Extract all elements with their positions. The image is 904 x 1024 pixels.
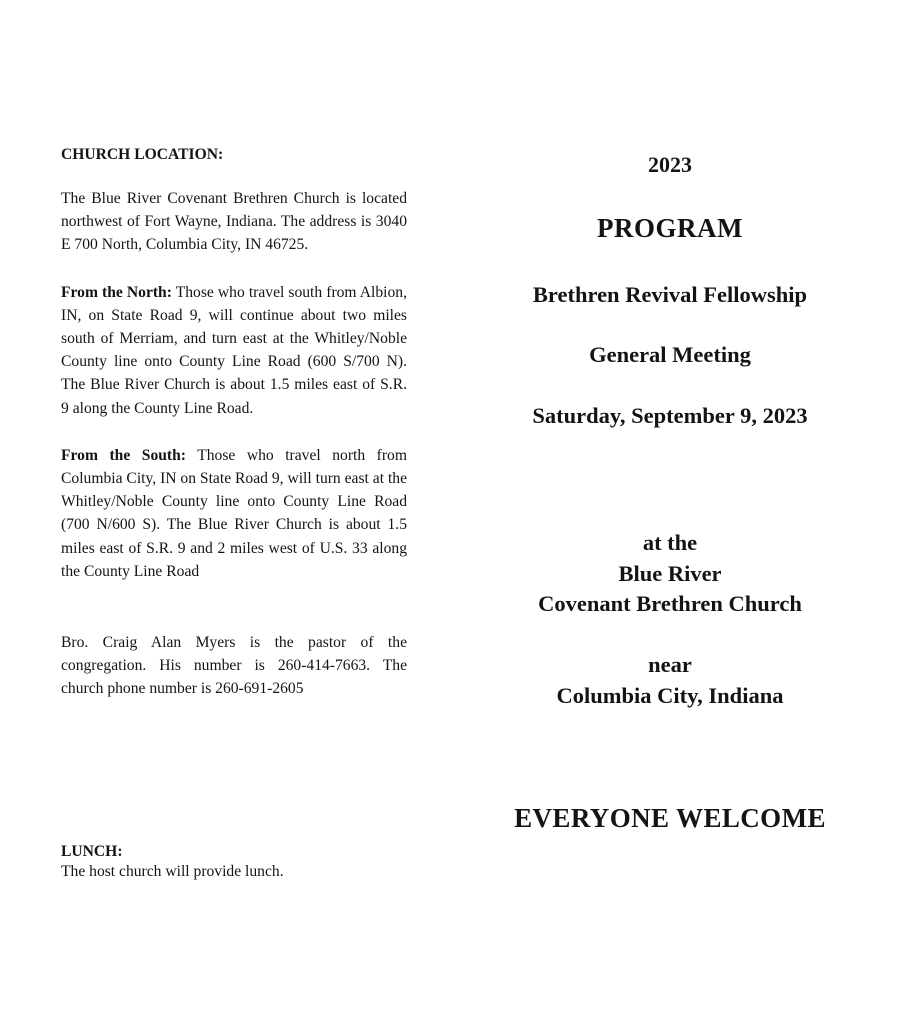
venue-block [450, 528, 890, 620]
organization-name: Brethren Revival Fellowship [532, 282, 808, 307]
location-line: Columbia City, Indiana [556, 682, 784, 708]
church-location-heading: CHURCH LOCATION: [61, 146, 224, 163]
lunch-text: The host church will provide lunch. [61, 863, 284, 880]
directions-column [61, 145, 407, 701]
directions-from-south [61, 444, 407, 583]
church-address-paragraph: The Blue River Covenant Brethren Church is located northwest of Fort Wayne, Indiana. The address is 3040 E 700 North, Columbia City, IN 46725. [61, 190, 407, 254]
lunch-heading: LUNCH: [61, 843, 123, 860]
venue-line: Covenant Brethren Church [538, 591, 802, 616]
location-line: near [648, 652, 692, 677]
meeting-name: General Meeting [589, 342, 751, 367]
welcome-banner: EVERYONE WELCOME [514, 803, 826, 833]
pastor-info-paragraph: Bro. Craig Alan Myers is the pastor of the congregation. His number is 260-414-7663. The church phone number is 260-691-2605 [61, 634, 407, 698]
from-north-label: From the North: [61, 283, 172, 301]
directions-from-north [61, 281, 407, 420]
program-title: PROGRAM [597, 213, 743, 243]
lunch-section [61, 842, 407, 882]
location-block [450, 650, 890, 711]
meeting-date: Saturday, September 9, 2023 [532, 403, 808, 428]
from-north-text: Those who travel south from Albion, IN, on State Road 9, will continue about two miles south of Merriam, and turn east at the Whitley/Noble County line onto County Line Road (600 S/700 N). The Blue River Church is about 1.5 miles east of S.R. 9 along the County Line Road. [61, 283, 407, 417]
venue-line: at the [642, 530, 698, 555]
from-south-text: Those who travel north from Columbia City, IN on State Road 9, will turn east at the Whitley/Noble County line onto County Line Road (700 N/600 S). The Blue River Church is about 1.5 miles east of S.R. 9 and 2 miles west of U.S. 33 along the County Line Road [61, 446, 407, 580]
program-year: 2023 [648, 152, 692, 177]
from-south-label: From the South: [61, 446, 186, 464]
venue-line: Blue River [618, 560, 722, 586]
